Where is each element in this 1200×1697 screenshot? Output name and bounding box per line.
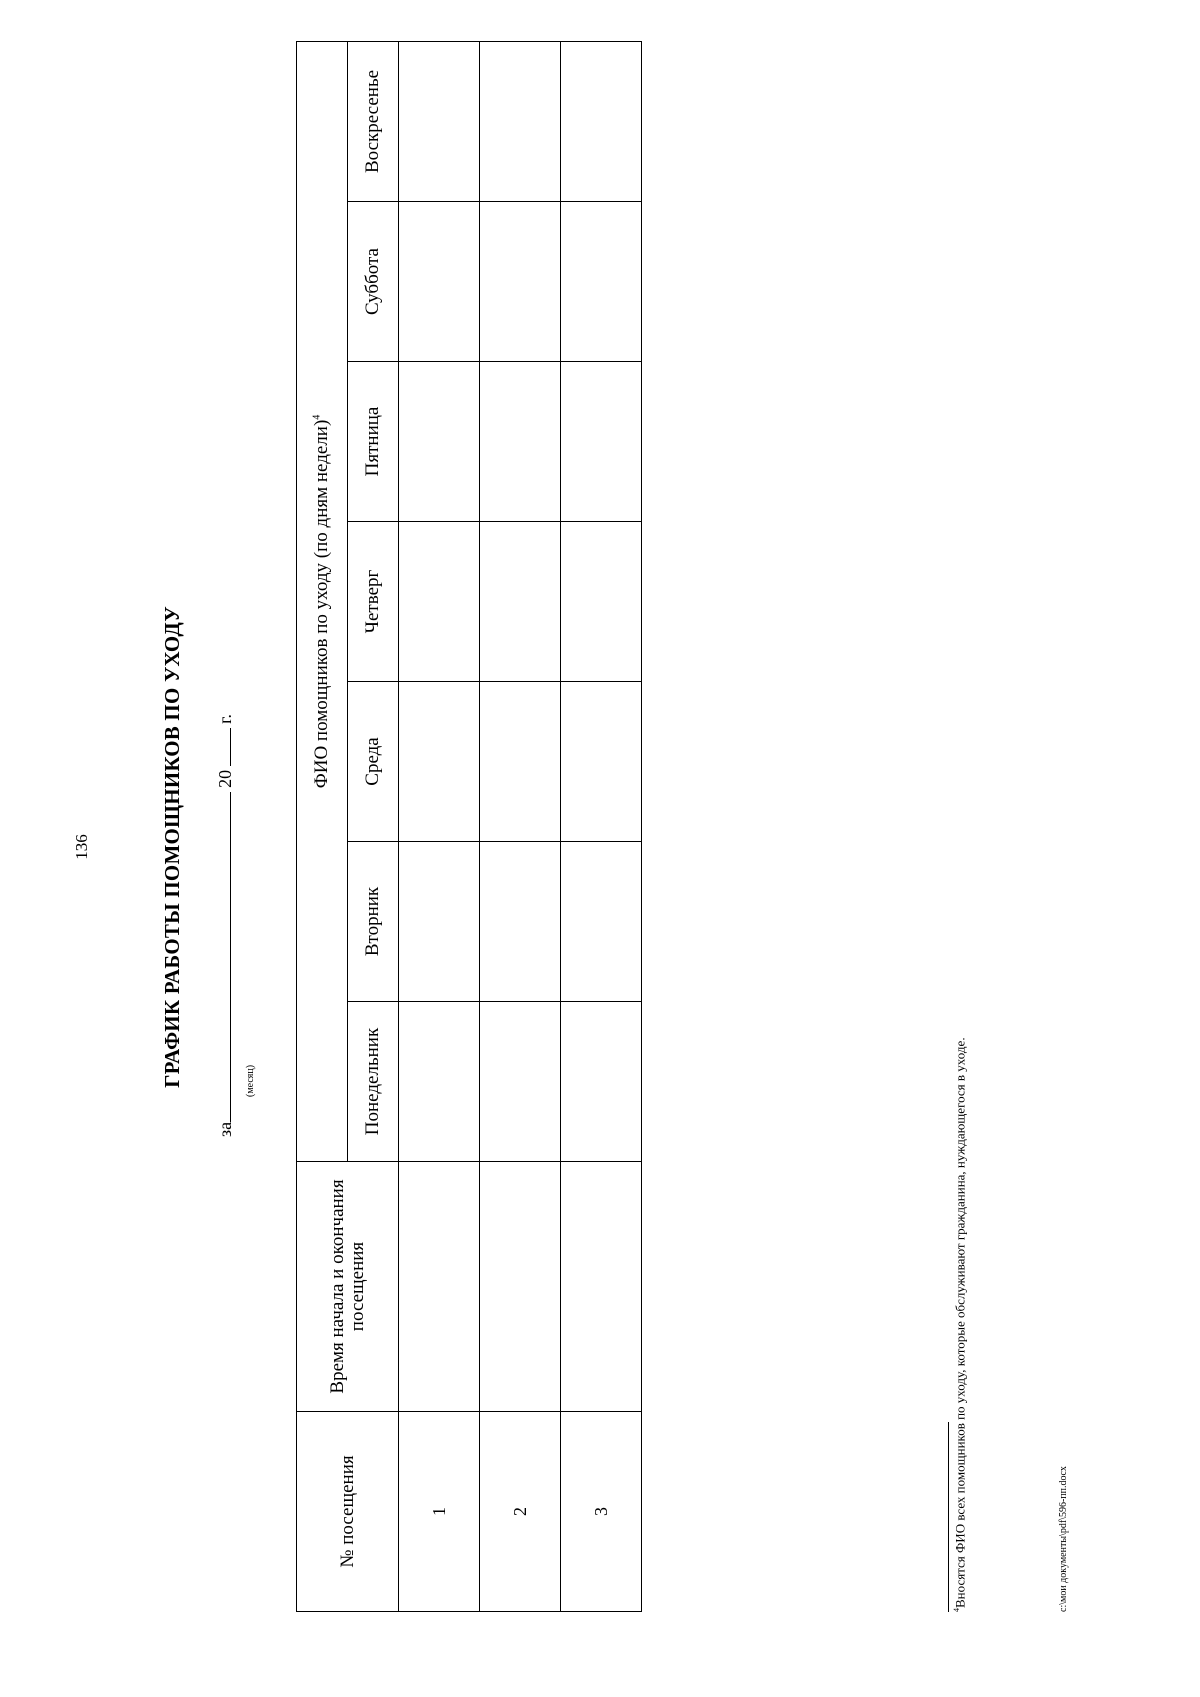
visit-number-cell: 3: [561, 1412, 642, 1612]
monday-cell: [399, 1002, 480, 1162]
table-row: [399, 41, 480, 1611]
header-day-monday: Понедельник: [348, 1002, 399, 1162]
document-title: ГРАФИК РАБОТЫ ПОМОЩНИКОВ ПО УХОДУ: [160, 606, 184, 1088]
header-visit-number: № посещения: [297, 1412, 399, 1612]
header-visit-time: Время начала и окончания посещения: [297, 1162, 399, 1412]
year-blank: [212, 728, 231, 766]
saturday-cell: [399, 202, 480, 362]
footnote-ref: 4: [311, 414, 323, 420]
thursday-cell: [399, 522, 480, 682]
footnote: [952, 1037, 968, 1612]
thursday-cell: [561, 522, 642, 682]
page-number: 136: [72, 834, 91, 860]
monday-cell: [480, 1002, 561, 1162]
visit-number-cell: 2: [480, 1412, 561, 1612]
header-day-tuesday: Вторник: [348, 842, 399, 1002]
header-day-thursday: Четверг: [348, 522, 399, 682]
sunday-cell: [561, 41, 642, 201]
tuesday-cell: [399, 842, 480, 1002]
header-caregivers-group: [297, 41, 348, 1161]
year-prefix: 20: [215, 769, 235, 788]
header-day-saturday: Суббота: [348, 202, 399, 362]
year-suffix: г.: [215, 714, 235, 724]
friday-cell: [480, 362, 561, 522]
visit-time-cell: [561, 1162, 642, 1412]
sunday-cell: [399, 41, 480, 201]
table-row: [561, 41, 642, 1611]
visit-time-cell: [480, 1162, 561, 1412]
tuesday-cell: [480, 842, 561, 1002]
visit-time-cell: [399, 1162, 480, 1412]
period-line: [212, 714, 236, 1137]
wednesday-cell: [399, 682, 480, 842]
saturday-cell: [561, 202, 642, 362]
month-blank: [212, 792, 231, 1122]
wednesday-cell: [480, 682, 561, 842]
header-day-sunday: Воскресенье: [348, 41, 399, 201]
saturday-cell: [480, 202, 561, 362]
footnote-text: Вносятся ФИО всех помощников по уходу, которые обслуживают гражданина, нуждающегося в уходе.: [952, 1037, 968, 1608]
schedule-table: [296, 41, 642, 1612]
footnote-divider: [948, 1422, 949, 1612]
wednesday-cell: [561, 682, 642, 842]
header-day-friday: Пятница: [348, 362, 399, 522]
monday-cell: [561, 1002, 642, 1162]
friday-cell: [399, 362, 480, 522]
visit-number-cell: 1: [399, 1412, 480, 1612]
tuesday-cell: [561, 842, 642, 1002]
friday-cell: [561, 362, 642, 522]
thursday-cell: [480, 522, 561, 682]
header-caregivers-label: ФИО помощников по уходу (по дням недели): [311, 419, 333, 789]
sunday-cell: [480, 41, 561, 201]
month-caption: (месяц): [245, 1064, 256, 1097]
table-row: [480, 41, 561, 1611]
period-prefix: за: [215, 1121, 235, 1137]
header-day-wednesday: Среда: [348, 682, 399, 842]
footnote-marker: 4: [952, 1608, 961, 1612]
file-path: c:\мои документы\pdf\596-пп.docx: [1058, 1466, 1069, 1612]
